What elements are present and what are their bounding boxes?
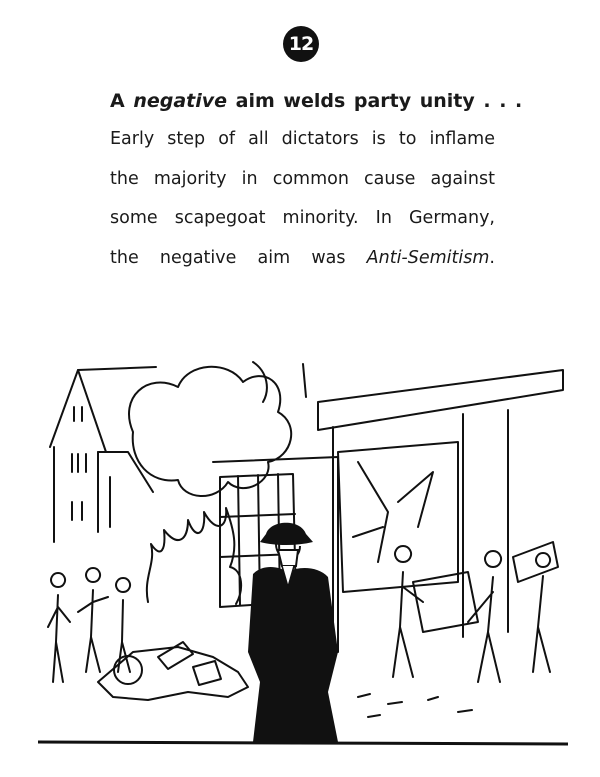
looter-figures <box>393 542 558 682</box>
street-line <box>38 742 568 744</box>
page-number: 12 <box>288 33 314 55</box>
body-line-1: Early step of all dictators is to inflame <box>110 129 495 149</box>
body-emphasis: Anti-Semitism <box>366 247 490 268</box>
street-scene-illustration <box>38 352 568 752</box>
caption-text-block <box>110 88 523 278</box>
body-line-4: the negative aim was Anti-Semitism. <box>110 247 495 268</box>
broken-storefront <box>318 370 563 642</box>
body-line-2: the majority in common cause against <box>110 168 495 189</box>
headline-emphasis: negative <box>133 90 228 112</box>
house-drawing <box>50 367 156 542</box>
page-number-badge <box>283 26 319 62</box>
headline: A negative aim welds party unity . . . <box>110 90 523 112</box>
body-line-3: some scapegoat minority. In Germany, <box>110 208 495 228</box>
